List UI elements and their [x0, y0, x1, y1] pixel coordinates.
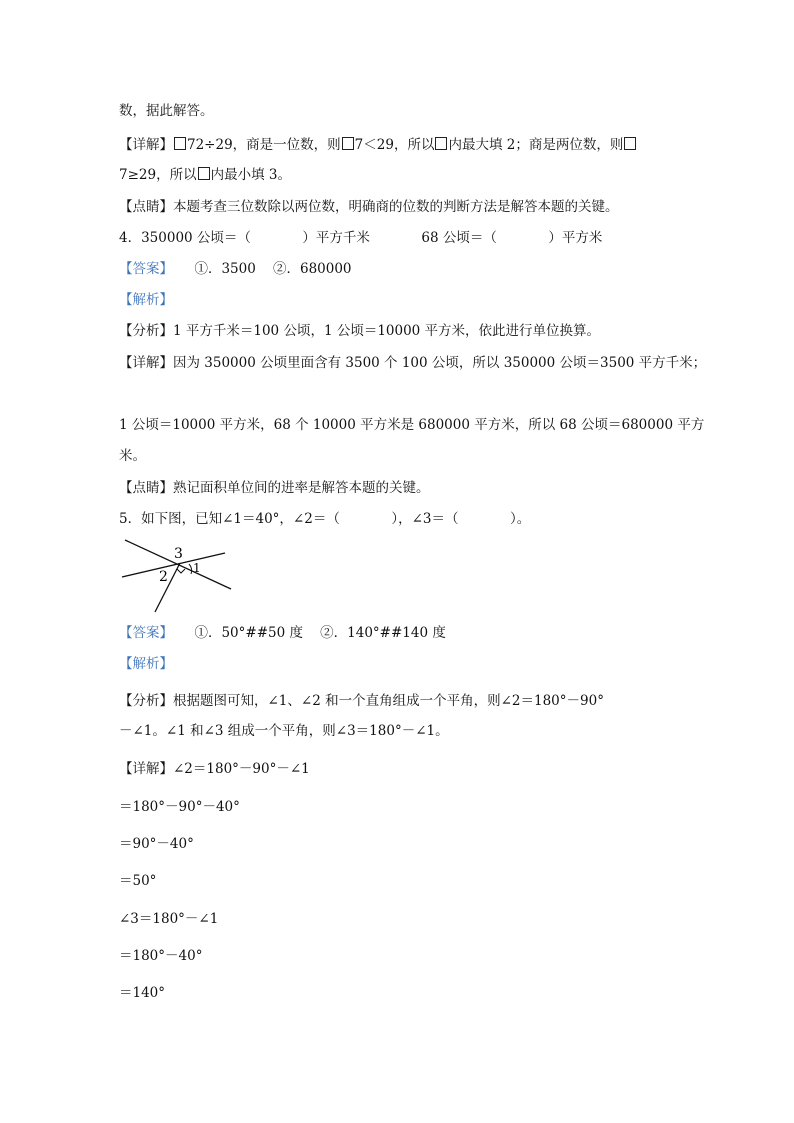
- answer-5: 【答案】 ①．50°##50 度 ②．140°##140 度: [119, 625, 446, 641]
- detail-5: 【详解】∠2＝180°－90°－∠1: [119, 761, 310, 777]
- blank-box: [435, 137, 447, 150]
- question-5: 5．如下图，已知∠1＝40°，∠2＝（ ），∠3＝（ ）。: [119, 511, 531, 527]
- analysis-4: 【分析】1 平方千米＝100 公顷，1 公顷＝10000 平方米，依此进行单位换算。: [119, 323, 601, 339]
- angle-figure: [119, 536, 239, 616]
- blank-box: [342, 137, 354, 150]
- tip-line: 【点睛】本题考查三位数除以两位数，明确商的位数的判断方法是解答本题的关键。: [119, 199, 619, 215]
- analysis-5: 【分析】根据题图可知，∠1、∠2 和一个直角组成一个平角，则∠2＝180°－90°: [119, 693, 604, 709]
- answer-4: 【答案】 ①．3500 ②．680000: [119, 261, 352, 277]
- angle-3-label: 3: [174, 546, 183, 562]
- text-line: 数，据此解答。: [119, 103, 214, 119]
- analysis-heading-4: 【解析】: [119, 292, 173, 308]
- angle-2-label: 2: [159, 569, 168, 585]
- step-line: ＝50°: [119, 873, 157, 889]
- step-line: ＝180°－90°－40°: [119, 799, 240, 815]
- blank-box: [624, 137, 636, 150]
- right-angle-mark: [177, 569, 185, 573]
- detail-4-line2: 1 公顷＝10000 平方米，68 个 10000 平方米是 680000 平方米，所以 68 公顷＝680000 平方: [119, 417, 705, 433]
- blank-box: [174, 137, 186, 150]
- angle-1-label: 1: [193, 561, 201, 575]
- angle-1-arc: [189, 564, 192, 574]
- detail-line: 【详解】 72÷29，商是一位数，则 7＜29，所以 内最大填 2；商是两位数，则: [119, 135, 637, 155]
- analysis-5-line2: －∠1。∠1 和∠3 组成一个平角，则∠3＝180°－∠1。: [119, 723, 449, 739]
- step-line: ＝140°: [119, 985, 166, 1001]
- detail-4-line3: 米。: [119, 448, 146, 464]
- blank-box: [198, 167, 210, 180]
- step-line: ＝180°－40°: [119, 948, 203, 964]
- step-line: ＝90°－40°: [119, 836, 194, 852]
- step-line: ∠3＝180°－∠1: [119, 911, 219, 927]
- analysis-heading-5: 【解析】: [119, 656, 173, 672]
- detail-line-cont: 7≥29，所以 内最小填 3。: [119, 167, 291, 183]
- detail-4: 【详解】因为 350000 公顷里面含有 3500 个 100 公顷，所以 350000 公顷＝3500 平方千米；: [119, 355, 707, 371]
- question-4: 4．350000 公顷＝（ ）平方千米 68 公顷＝（ ）平方米: [119, 230, 603, 246]
- tip-4: 【点睛】熟记面积单位间的进率是解答本题的关键。: [119, 480, 430, 496]
